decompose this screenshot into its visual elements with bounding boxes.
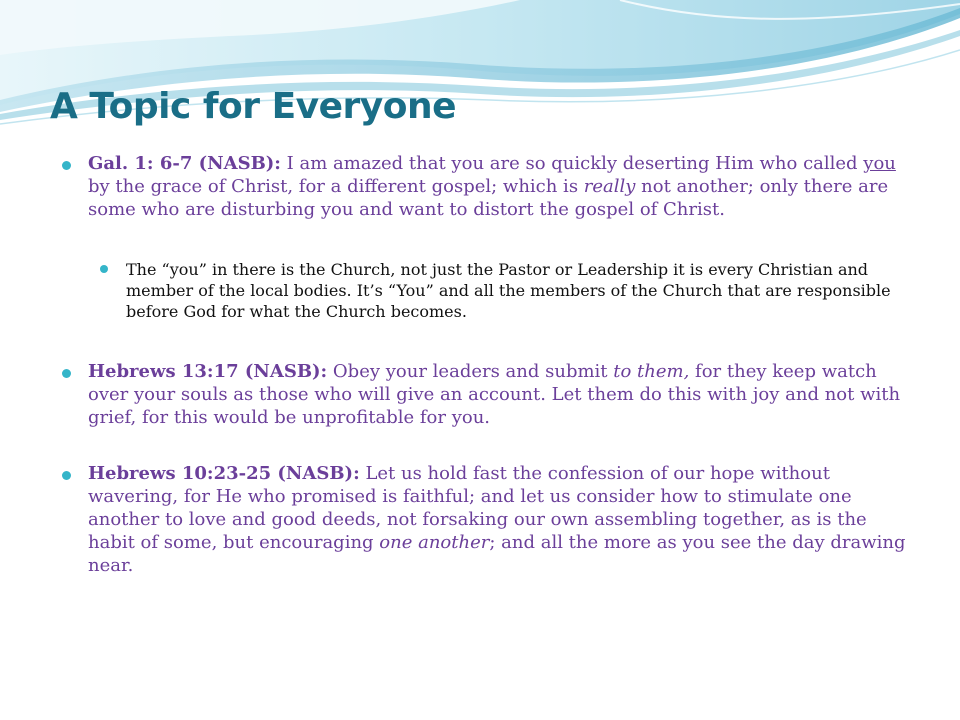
bullet-hebrews-13 [62,360,912,429]
slide-content [62,152,912,577]
scripture-text-italic: to them, [613,361,690,382]
scripture-text-italic: really [583,176,636,197]
sub-bullet-commentary [100,259,912,322]
scripture-text-italic: one another [379,532,490,553]
scripture-text: Let us hold fast the confession of our hope without wavering, for He who promised is faithful; and let us consider how to stimulate one another to love and good deeds, not forsaking our own assembling together, as is the habit of some, but encouraging [88,463,867,553]
scripture-text: Obey your leaders and submit [327,361,614,382]
scripture-reference: Hebrews 13:17 (NASB): [88,361,328,382]
scripture-text: I am amazed that you are so quickly deserting Him who called [280,153,864,174]
scripture-text: for they keep watch over your souls as those who will give an account. Let them do this with joy and not with grief, for this would be unprofitable for you. [88,361,901,428]
bullet-dot-icon [62,471,71,480]
bullet-dot-icon [62,161,71,170]
scripture-reference: Hebrews 10:23-25 (NASB): [88,463,360,484]
scripture-text: ; and all the more as you see the day drawing near. [88,532,906,576]
scripture-reference: Gal. 1: 6-7 (NASB): [88,153,281,174]
bullet-dot-icon [62,369,71,378]
commentary-text: The “you” in there is the Church, not just the Pastor or Leadership it is every Christian and member of the local bodies. It’s “You” and all the members of the Church that are responsible before God for what the Church becomes. [126,260,891,321]
scripture-text: not another; only there are some who are disturbing you and want to distort the gospel of Christ. [88,176,889,220]
bullet-hebrews-10 [62,462,912,577]
bullet-galatians [62,152,912,221]
slide-title: A Topic for Everyone [50,86,457,127]
scripture-text: by the grace of Christ, for a different gospel; which is [88,176,584,197]
bullet-dot-icon [100,265,108,273]
scripture-text-underlined: you [863,153,896,174]
